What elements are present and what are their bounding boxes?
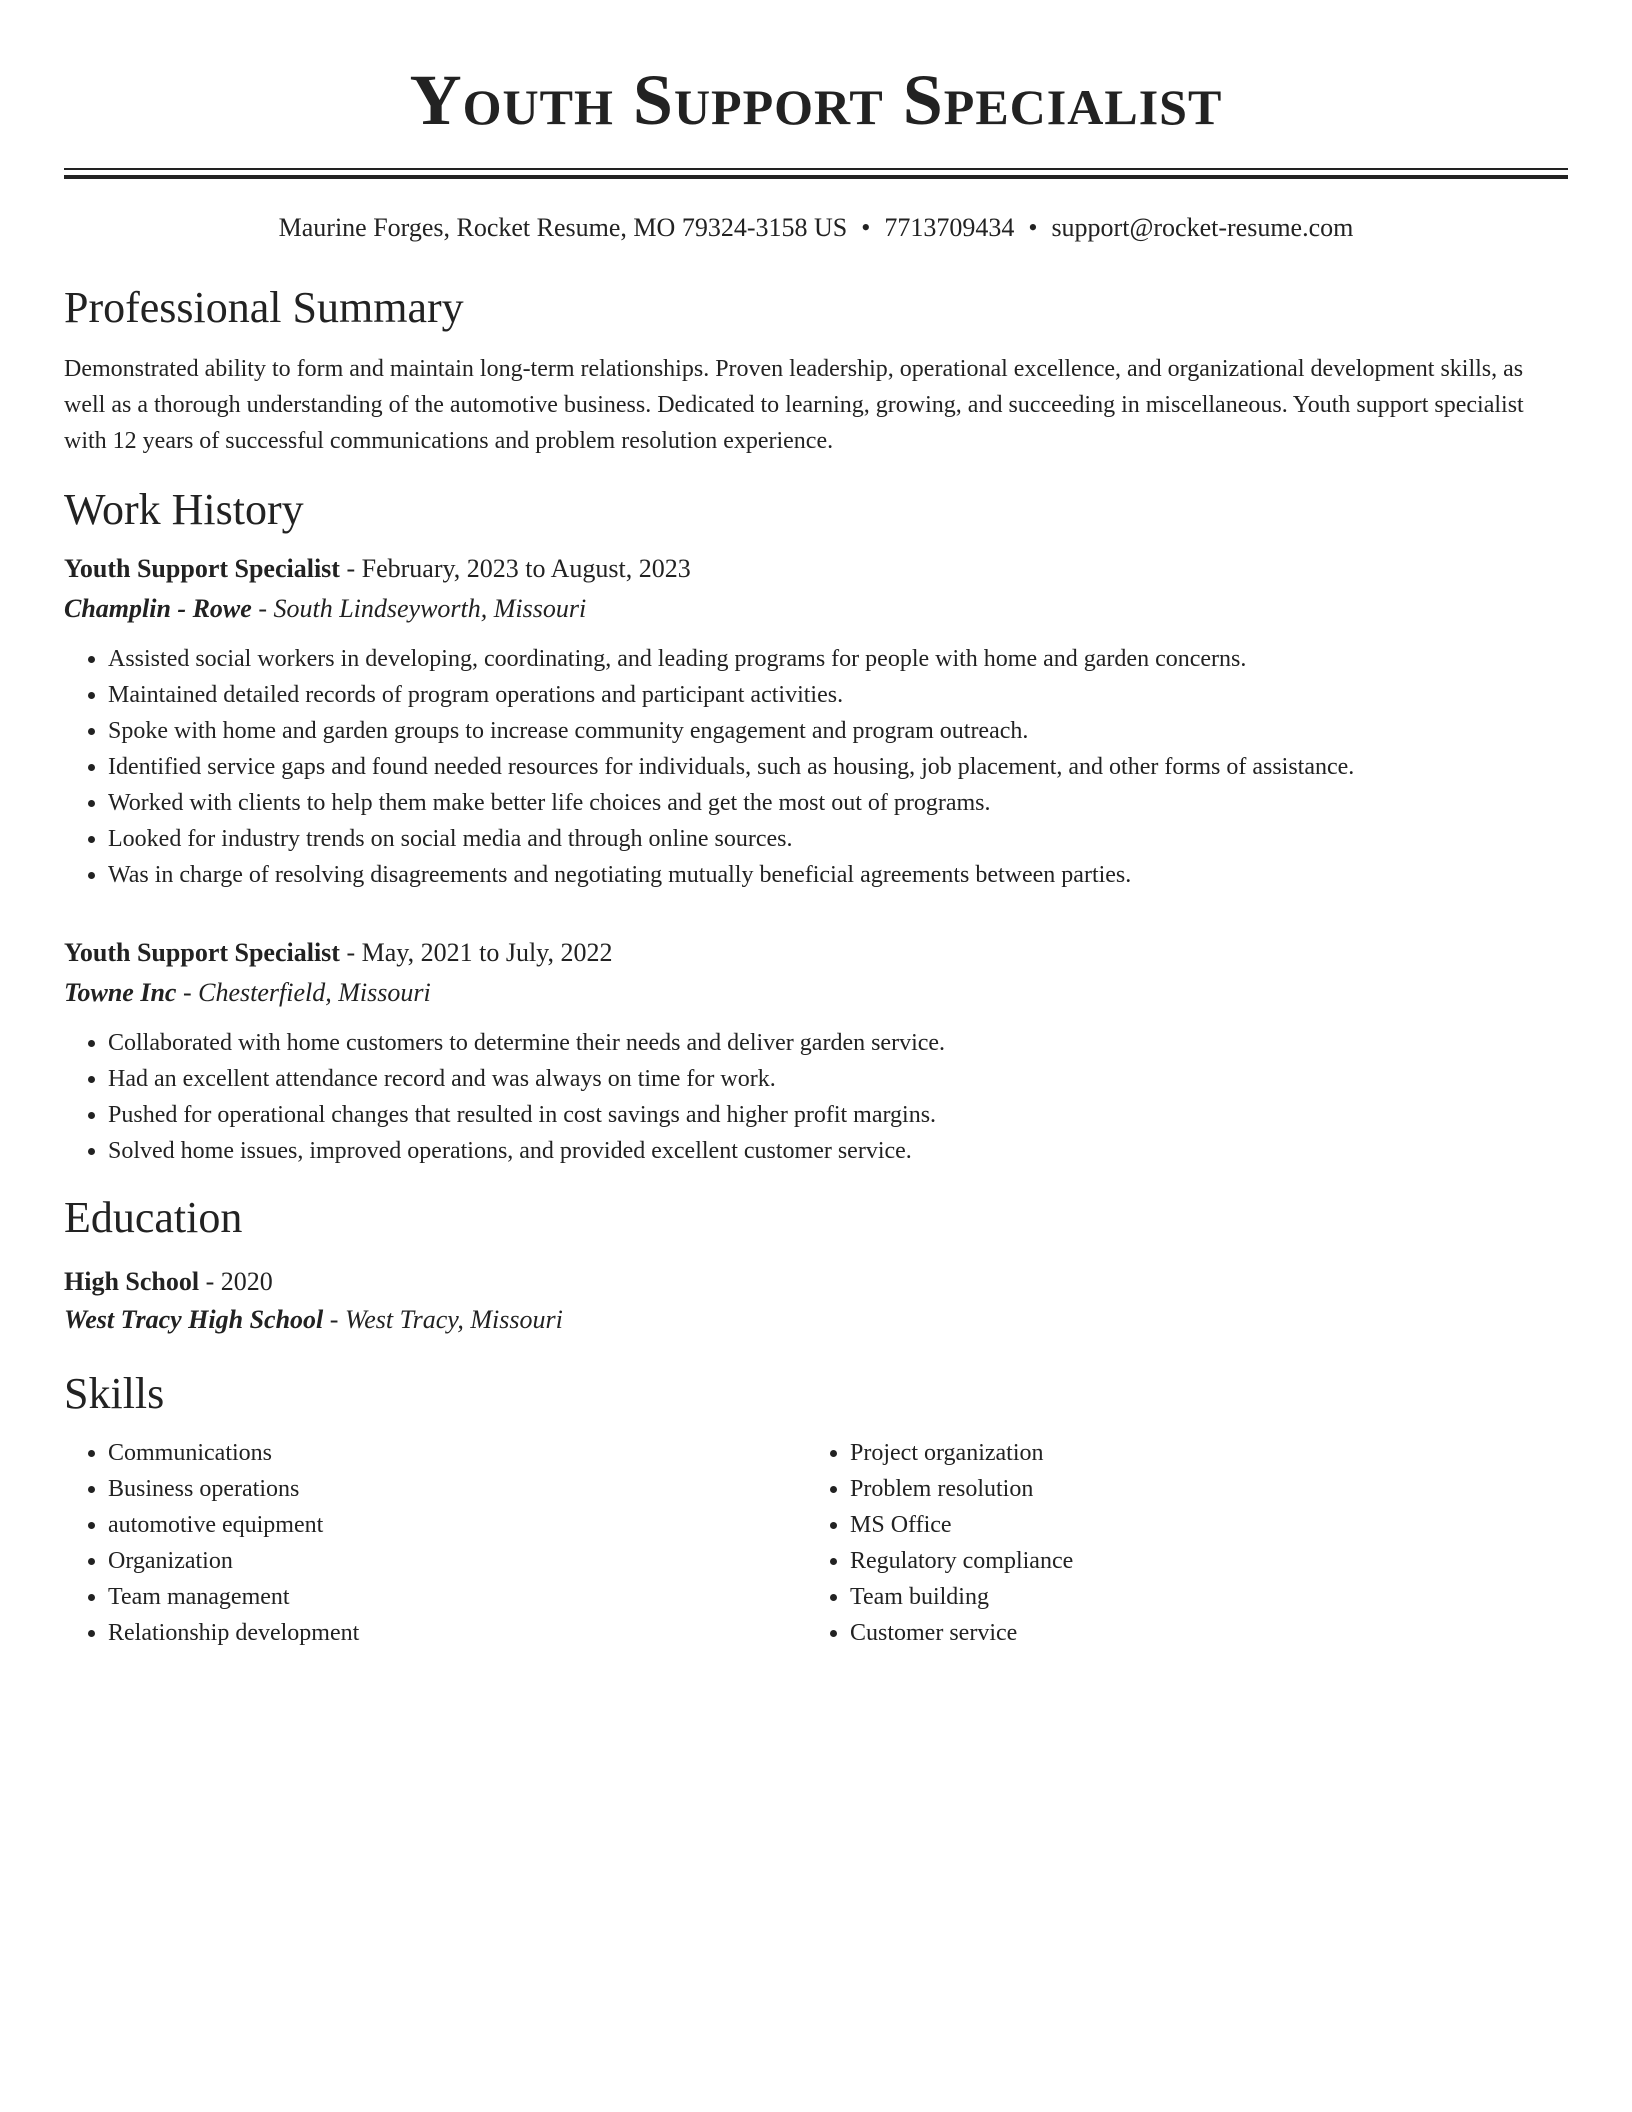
skill-item: • Project organization (850, 1435, 1548, 1471)
contact-phone: 7713709434 (884, 213, 1015, 242)
contact-separator: • (1028, 213, 1038, 242)
job-title-line (64, 933, 1568, 973)
school-name: West Tracy High School (64, 1305, 324, 1334)
company-name: Champlin - Rowe (64, 594, 252, 623)
job-duty: • Was in charge of resolving disagreements and negotiating mutually beneficial agreements between parties. (108, 857, 1568, 893)
job-duties-list (64, 1025, 1568, 1169)
job-dates: - May, 2021 to July, 2022 (339, 938, 613, 967)
education-entry (64, 1263, 1568, 1339)
degree-year: - 2020 (199, 1267, 273, 1296)
company-location: - Chesterfield, Missouri (176, 978, 431, 1007)
skill-item: • automotive equipment (108, 1507, 806, 1543)
contact-line (64, 211, 1568, 245)
job-duty: • Solved home issues, improved operations, and provided excellent customer service. (108, 1133, 1568, 1169)
skill-item: • Team management (108, 1579, 806, 1615)
job-duties-list (64, 641, 1568, 893)
header-divider (64, 168, 1568, 179)
degree-line (64, 1263, 1568, 1301)
job-duty: • Maintained detailed records of program operations and participant activities. (108, 677, 1568, 713)
job-duty: • Identified service gaps and found needed resources for individuals, such as housing, job placement, and other forms of assistance. (108, 749, 1568, 785)
company-name: Towne Inc (64, 978, 177, 1007)
skill-item: • Team building (850, 1579, 1548, 1615)
skill-item: • Business operations (108, 1471, 806, 1507)
job-title: Youth Support Specialist (64, 554, 340, 583)
job-duty: • Looked for industry trends on social media and through online sources. (108, 821, 1568, 857)
degree: High School (64, 1267, 200, 1296)
skills-column-right (806, 1435, 1548, 1651)
skill-item: • MS Office (850, 1507, 1548, 1543)
job-dates: - February, 2023 to August, 2023 (339, 554, 691, 583)
company-location: - South Lindseyworth, Missouri (251, 594, 587, 623)
contact-separator: • (861, 213, 871, 242)
job-duty: • Had an excellent attendance record and was always on time for work. (108, 1061, 1568, 1097)
skill-item: • Regulatory compliance (850, 1543, 1548, 1579)
skills-heading: Skills (64, 1369, 165, 1418)
skill-item: • Relationship development (108, 1615, 806, 1651)
company-line (64, 973, 1568, 1013)
school-location: - West Tracy, Missouri (323, 1305, 563, 1334)
job-title: Youth Support Specialist (64, 938, 340, 967)
school-line (64, 1301, 1568, 1339)
job-duty: • Assisted social workers in developing, coordinating, and leading programs for people with home and garden concerns. (108, 641, 1568, 677)
candidate-name: Youth Support Specialist (409, 60, 1223, 140)
job-duty: • Collaborated with home customers to determine their needs and deliver garden service. (108, 1025, 1568, 1061)
skill-item: • Customer service (850, 1615, 1548, 1651)
job-duty: • Spoke with home and garden groups to increase community engagement and program outreach. (108, 713, 1568, 749)
work-history-heading: Work History (64, 485, 304, 534)
skill-item: • Organization (108, 1543, 806, 1579)
job-duty: • Worked with clients to help them make better life choices and get the most out of programs. (108, 785, 1568, 821)
job-duty: • Pushed for operational changes that resulted in cost savings and higher profit margins. (108, 1097, 1568, 1133)
summary-heading: Professional Summary (64, 283, 464, 332)
summary-text: Demonstrated ability to form and maintain long-term relationships. Proven leadership, operational excellence, and organizational development skills, as well as a thorough understanding of the automotive business. Dedicated to learning, growing, and succeeding in miscellaneous. Youth support specialist with 12 years of successful communications and problem resolution experience. (64, 356, 1524, 454)
skills-column-left (64, 1435, 806, 1651)
skill-item: • Problem resolution (850, 1471, 1548, 1507)
contact-email: support@rocket-resume.com (1051, 213, 1354, 242)
skill-item: • Communications (108, 1435, 806, 1471)
company-line (64, 589, 1568, 629)
skills-grid (64, 1435, 1568, 1651)
contact-address: Maurine Forges, Rocket Resume, MO 79324-3158 US (278, 213, 848, 242)
job-entry (64, 549, 1568, 893)
education-heading: Education (64, 1193, 243, 1242)
job-title-line (64, 549, 1568, 589)
job-entry (64, 933, 1568, 1169)
